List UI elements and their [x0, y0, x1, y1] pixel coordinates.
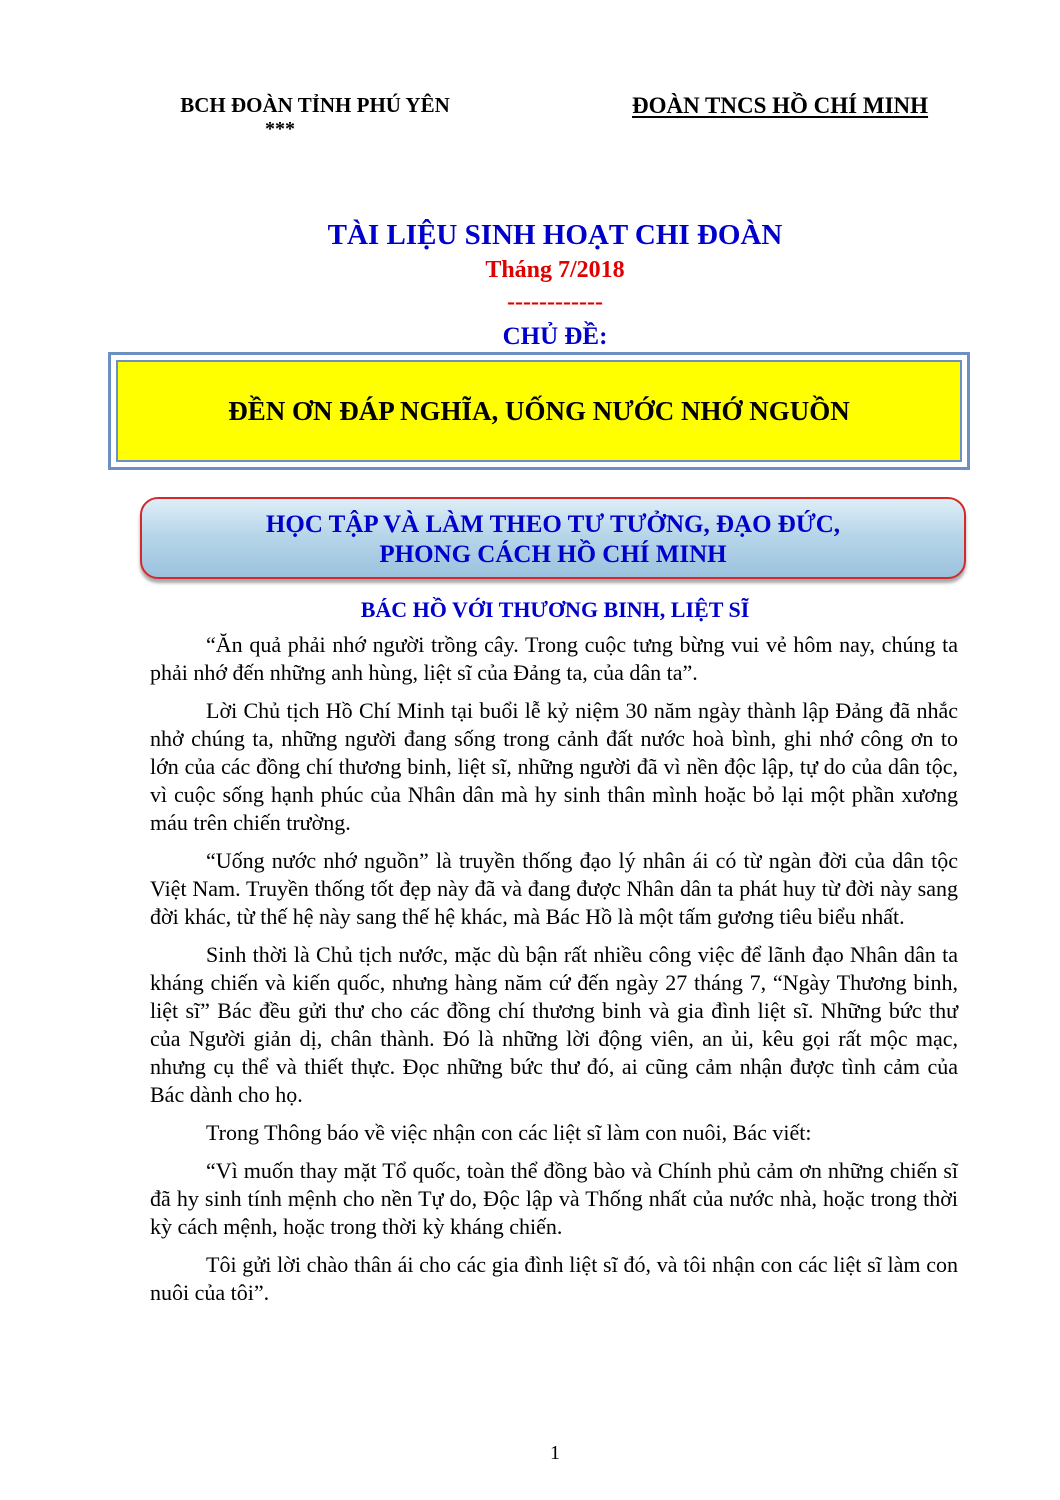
- article-paragraph: “Ăn quả phải nhớ người trồng cây. Trong cuộc tưng bừng vui vẻ hôm nay, chúng ta phải nhớ đến những anh hùng, liệt sĩ của Đảng ta, của dân ta”.: [150, 632, 958, 685]
- document-month: Tháng 7/2018: [485, 257, 625, 283]
- header-org-right: ĐOÀN TNCS HỒ CHÍ MINH: [632, 93, 929, 118]
- section-banner-line-1: HỌC TẬP VÀ LÀM THEO TƯ TƯỞNG, ĐẠO ĐỨC,: [265, 511, 841, 538]
- section-banner: [140, 497, 966, 579]
- article-paragraph: Sinh thời là Chủ tịch nước, mặc dù bận rất nhiều công việc để lãnh đạo Nhân dân ta kháng chiến và kiến quốc, nhưng hàng năm cứ đến ngày 27 tháng 7, “Ngày Thương binh, liệt sĩ” Bác đều gửi thư cho các đồng chí thương binh và gia đình liệt sĩ. Những bức thư của Người giản dị, chân thành. Đó là những lời động viên, an ủi, kêu gọi rất mộc mạc, nhưng cụ thể và thiết thực. Đọc những bức thư đó, ai cũng cảm nhận được tình cảm của Bác dành cho họ.: [150, 942, 958, 1107]
- article-paragraph: Tôi gửi lời chào thân ái cho các gia đình liệt sĩ đó, và tôi nhận con các liệt sĩ làm con nuôi của tôi”.: [150, 1252, 958, 1305]
- header-org-left: [150, 92, 480, 140]
- article-paragraph: “Vì muốn thay mặt Tổ quốc, toàn thể đồng bào và Chính phủ cảm ơn những chiến sĩ đã hy sinh tính mệnh cho nền Tự do, Độc lập và Thống nhất của nước nhà, hoặc trong thời kỳ cách mệnh, hoặc trong thời kỳ kháng chiến.: [150, 1158, 958, 1239]
- article-paragraph: “Uống nước nhớ nguồn” là truyền thống đạo lý nhân ái có từ ngàn đời của dân tộc Việt Nam. Truyền thống tốt đẹp này đã và đang được Nhân dân ta phát huy từ đời này sang đời khác, từ thế hệ này sang thế hệ khác, mà Bác Hồ là một tấm gương tiêu biểu nhất.: [150, 848, 958, 929]
- document-title: TÀI LIỆU SINH HOẠT CHI ĐOÀN: [327, 219, 783, 251]
- article-body: [150, 631, 958, 1317]
- article-paragraph: Trong Thông báo về việc nhận con các liệt sĩ làm con nuôi, Bác viết:: [206, 1120, 812, 1145]
- article-paragraph: Lời Chủ tịch Hồ Chí Minh tại buổi lễ kỷ niệm 30 năm ngày thành lập Đảng đã nhắc nhở chúng ta, những người đang sống trong cảnh đất nước hoà bình, ghi nhớ công ơn to lớn của các đồng chí thương binh, liệt sĩ, những người đã vì nền độc lập, tự do của dân tộc, vì cuộc sống hạnh phúc của Nhân dân mà hy sinh thân mình hoặc bỏ lại một phần xương máu trên chiến trường.: [150, 698, 958, 835]
- stars-divider: ***: [265, 118, 295, 140]
- article-title: BÁC HỒ VỚI THƯƠNG BINH, LIỆT SĨ: [360, 597, 750, 622]
- page-number: 1: [550, 1442, 560, 1464]
- title-dash-divider: ------------: [507, 289, 603, 315]
- topic-box: [108, 352, 970, 470]
- topic-text: ĐỀN ƠN ĐÁP NGHĨA, UỐNG NƯỚC NHỚ NGUỒN: [116, 360, 962, 462]
- topic-label: CHỦ ĐỀ:: [502, 323, 608, 350]
- org-left-name: BCH ĐOÀN TỈNH PHÚ YÊN: [180, 93, 450, 117]
- section-banner-line-2: PHONG CÁCH HỒ CHÍ MINH: [379, 541, 727, 568]
